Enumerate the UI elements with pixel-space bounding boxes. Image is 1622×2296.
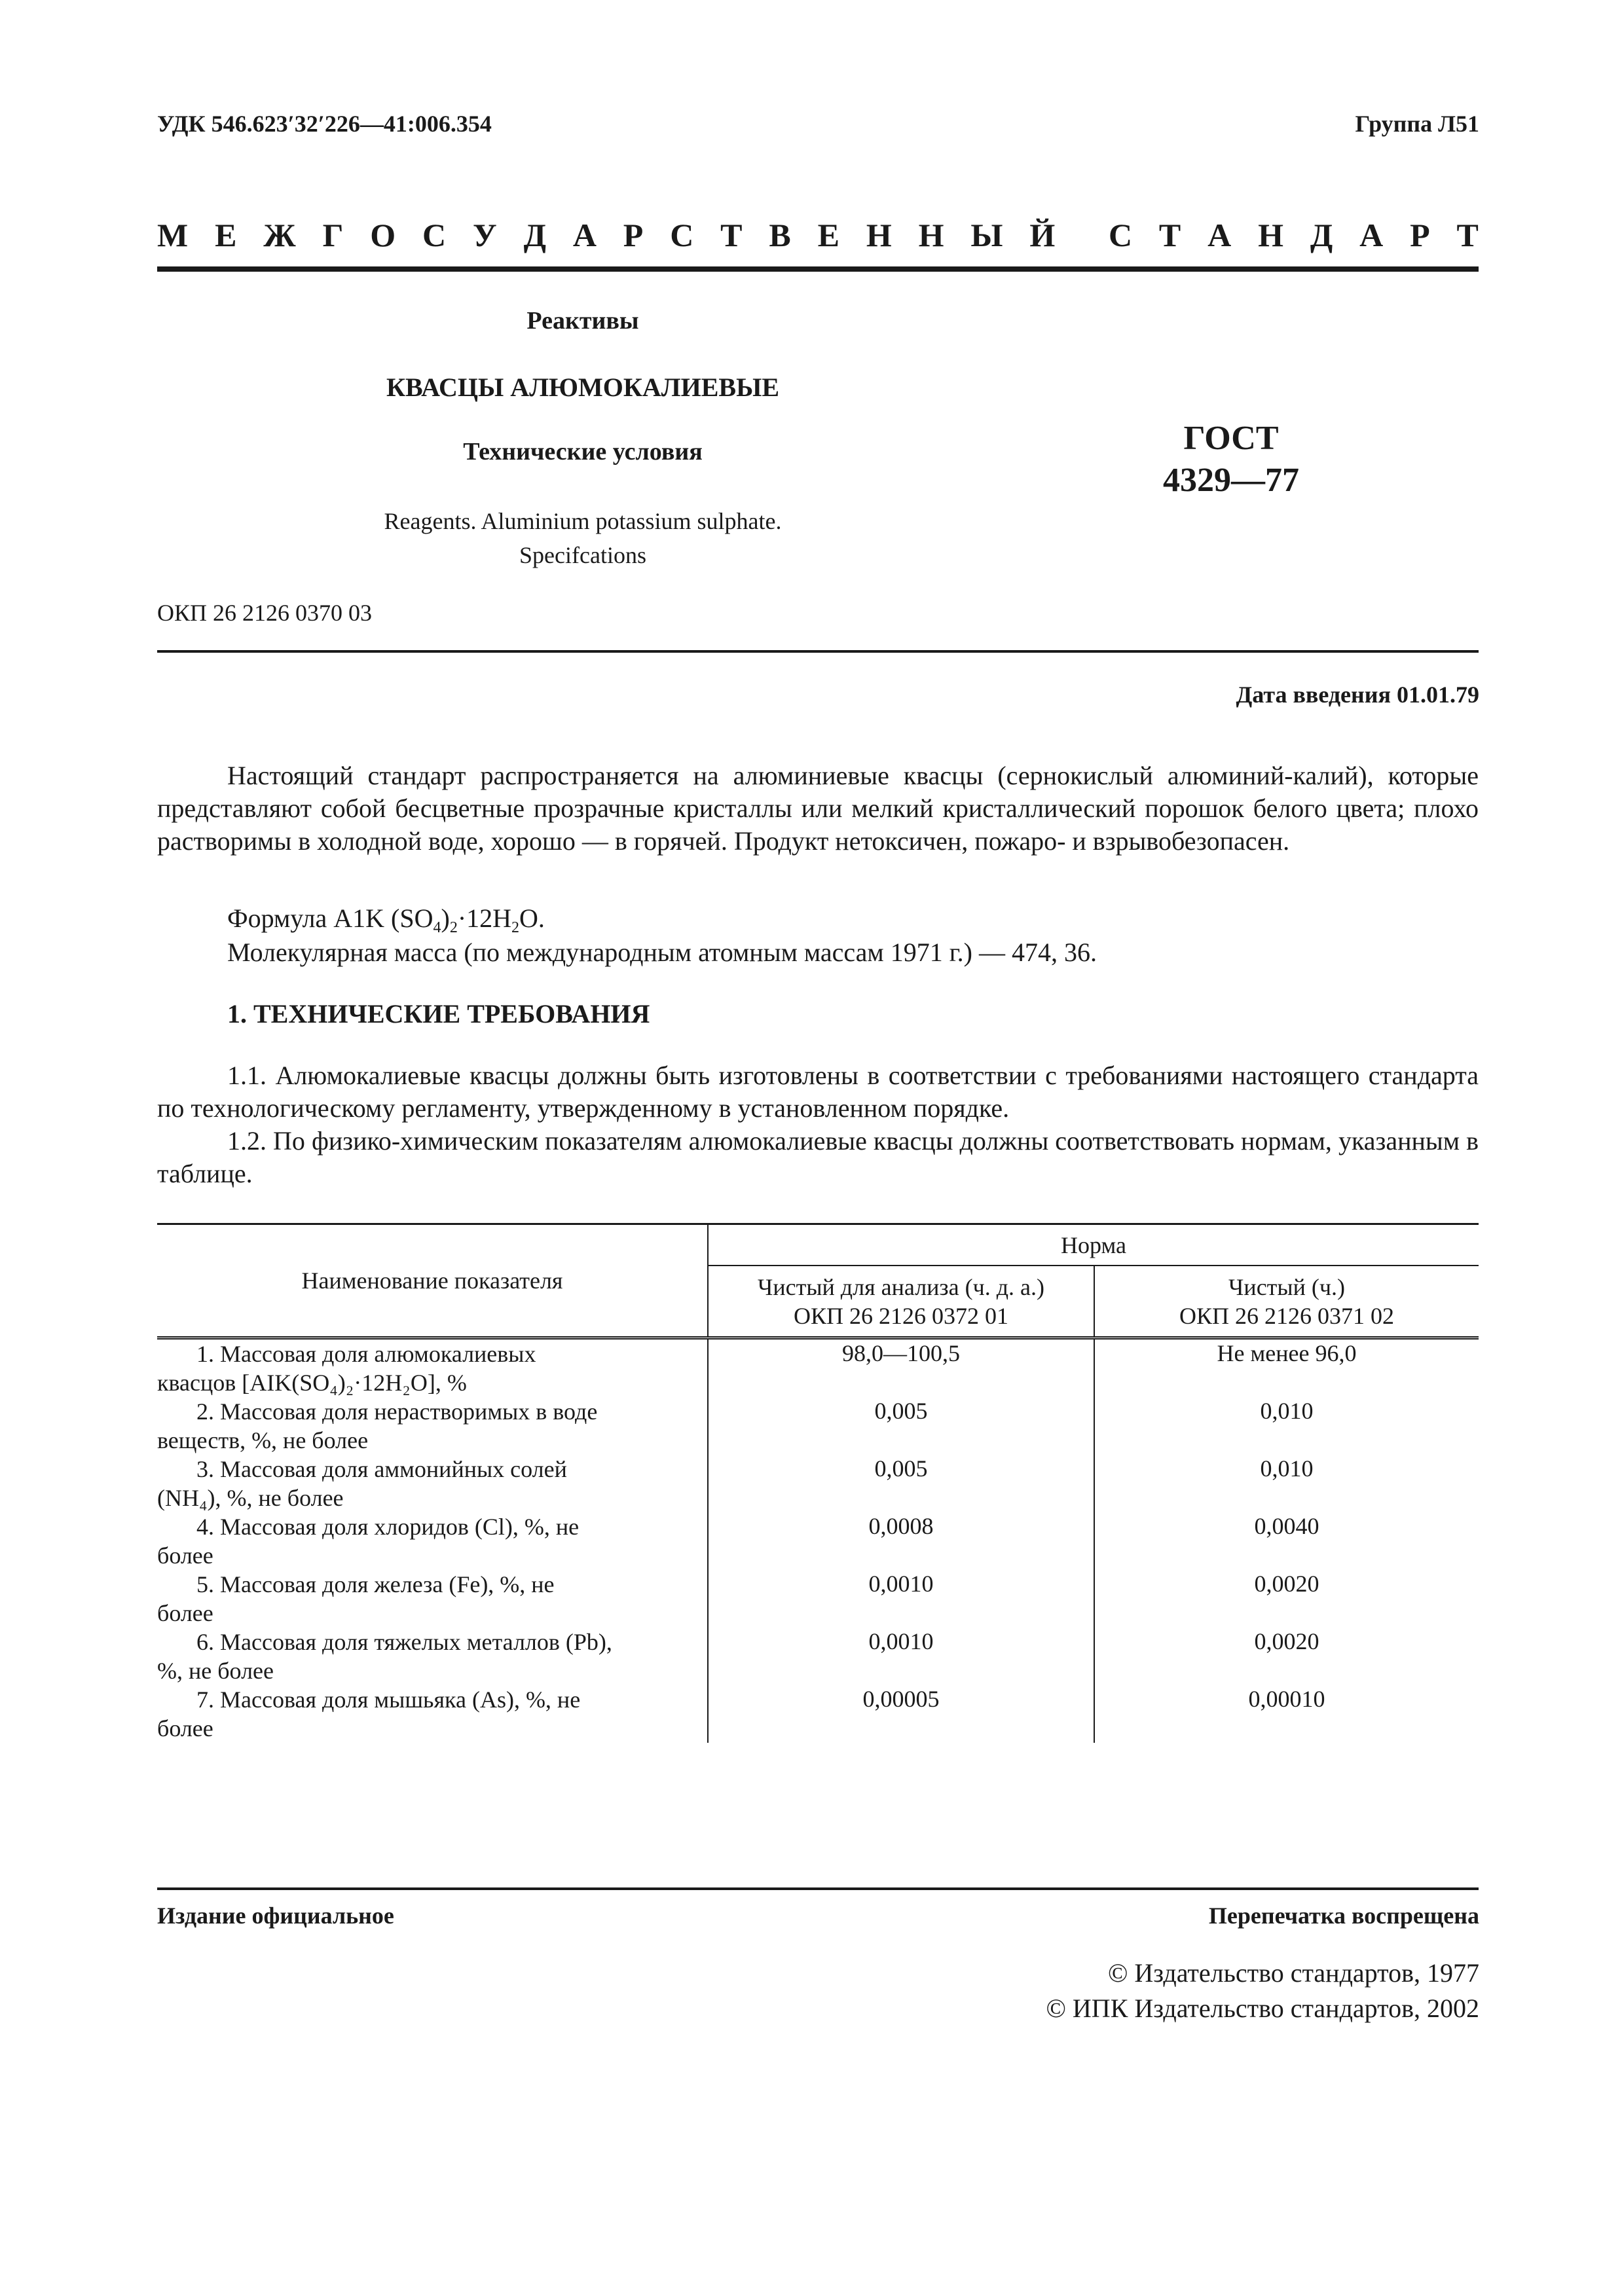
interstate-standard-heading: [157, 216, 1479, 254]
header-norm: Норма: [708, 1224, 1479, 1266]
formula-line: Формула A1K $(SO_4)_2\cdot 12H_2O$.: [227, 903, 545, 936]
heading-letter: С: [422, 217, 447, 253]
indicator-name: 2. Массовая доля нерастворимых в воде веществ, %, не более: [157, 1397, 708, 1455]
table-row: [157, 1628, 1479, 1685]
heading-letter: С: [1108, 217, 1133, 253]
heading-letter: Ж: [263, 217, 296, 253]
value-analytical-grade: 0,0010: [708, 1570, 1094, 1628]
indicator-name: 5. Массовая доля железа (Fe), %, не более: [157, 1570, 708, 1628]
heading-letter: Р: [623, 217, 644, 253]
paragraph-1-2: 1.2. По физико-химическим показателям алюмокалиевые квасцы должны соответствовать нормам, указанным в таблице.: [157, 1126, 1479, 1188]
heading-letter: Ы: [970, 217, 1003, 253]
table-row: [157, 1397, 1479, 1455]
official-edition: Издание официальное: [157, 1903, 394, 1929]
indicator-name: 4. Массовая доля хлоридов (Cl), %, не более: [157, 1512, 708, 1570]
heading-letter: Н: [918, 217, 944, 253]
section-title: 1. ТЕХНИЧЕСКИЕ ТРЕБОВАНИЯ: [227, 999, 650, 1029]
gost-designation: [1087, 418, 1375, 501]
heading-letter: Д: [1310, 217, 1333, 253]
indicator-name: 7. Массовая доля мышьяка (As), %, не более: [157, 1685, 708, 1743]
table-row: [157, 1685, 1479, 1743]
header-indicator-name: Наименование показателя: [157, 1224, 708, 1338]
table-row: [157, 1338, 1479, 1398]
heading-rule: [157, 266, 1479, 272]
document-subtitle: Технические условия: [463, 438, 703, 465]
heading-letter: А: [1359, 217, 1384, 253]
document-title: КВАСЦЫ АЛЮМОКАЛИЕВЫЕ: [386, 373, 780, 402]
heading-letter: У: [473, 217, 497, 253]
indicator-name: 3. Массовая доля аммонийных солей (NH₄), %, не более: [157, 1455, 708, 1512]
gost-label: ГОСТ: [1183, 420, 1279, 457]
heading-letter: В: [769, 217, 791, 253]
indicator-name: 6. Массовая доля тяжелых металлов (Pb), %, не более: [157, 1628, 708, 1685]
heading-letter: Е: [817, 217, 839, 253]
copyright-2002: © ИПК Издательство стандартов, 2002: [1046, 1994, 1479, 2023]
introduction-date: Дата введения 01.01.79: [1236, 682, 1479, 708]
value-analytical-grade: 0,00005: [708, 1685, 1094, 1743]
value-pure-grade: 0,010: [1260, 1455, 1314, 1482]
value-pure-grade: 0,0020: [1254, 1628, 1319, 1654]
norms-table: [157, 1223, 1479, 1743]
indicator-name: 1. Массовая доля алюмокалиевых квасцов [AIK(SO₄)₂·12H₂O], %: [157, 1338, 708, 1398]
value-pure-grade: Не менее 96,0: [1217, 1340, 1357, 1366]
value-pure-grade: 0,0020: [1254, 1571, 1319, 1597]
value-analytical-grade: 98,0—100,5: [708, 1338, 1094, 1398]
header-analytical-grade: Чистый для анализа (ч. д. а.) ОКП 26 2126 0372 01: [708, 1266, 1094, 1338]
table-row: [157, 1512, 1479, 1570]
table-row: [157, 1455, 1479, 1512]
udk-code: УДК 546.623′32′226—41:006.354: [157, 111, 492, 137]
english-title-line2: Specifcations: [519, 542, 646, 568]
heading-letter: А: [572, 217, 597, 253]
heading-letter: С: [670, 217, 694, 253]
intro-paragraph: Настоящий стандарт распространяется на алюминиевые квасцы (сернокислый алюминий-калий), которые представляют собой бесцветные прозрачные кристаллы или мелкий кристаллический порошок белого цвета; плохо растворимы в холодной воде, хорошо — в горячей. Продукт нетоксичен, пожаро- и взрывобезопасен.: [157, 761, 1479, 856]
heading-letter: Т: [720, 217, 743, 253]
value-pure-grade: 0,00010: [1248, 1686, 1325, 1712]
heading-letter: Т: [1456, 217, 1479, 253]
value-pure-grade: 0,010: [1260, 1398, 1314, 1424]
copyright-1977: © Издательство стандартов, 1977: [1107, 1958, 1479, 1988]
heading-letter: Й: [1029, 217, 1056, 253]
heading-letter: Г: [322, 217, 344, 253]
heading-letter: Т: [1158, 217, 1181, 253]
reprint-prohibited: Перепечатка воспрещена: [1208, 1903, 1479, 1929]
value-analytical-grade: 0,0010: [708, 1628, 1094, 1685]
english-title: [157, 504, 1008, 572]
heading-letter: Д: [523, 217, 546, 253]
gost-number: 4329—77: [1163, 462, 1299, 499]
heading-letter: М: [157, 217, 189, 253]
header-pure-grade: Чистый (ч.) ОКП 26 2126 0371 02: [1094, 1266, 1479, 1338]
footer-rule: [157, 1887, 1479, 1890]
value-analytical-grade: 0,005: [708, 1455, 1094, 1512]
english-title-line1: Reagents. Aluminium potassium sulphate.: [384, 508, 782, 534]
value-analytical-grade: 0,0008: [708, 1512, 1094, 1570]
group-code: Группа Л51: [1355, 111, 1479, 137]
heading-letter: О: [370, 217, 396, 253]
heading-letter: Н: [1258, 217, 1284, 253]
heading-letter: Р: [1410, 217, 1430, 253]
reagents-label: Реактивы: [526, 307, 639, 335]
table-row: [157, 1570, 1479, 1628]
title-rule: [157, 650, 1479, 653]
value-analytical-grade: 0,005: [708, 1397, 1094, 1455]
molecular-mass: Молекулярная масса (по международным атомным массам 1971 г.) — 474, 36.: [227, 938, 1097, 967]
value-pure-grade: 0,0040: [1254, 1513, 1319, 1539]
heading-letter: Н: [866, 217, 892, 253]
okp-code: ОКП 26 2126 0370 03: [157, 600, 373, 626]
heading-letter: Е: [215, 217, 237, 253]
paragraph-1-1: 1.1. Алюмокалиевые квасцы должны быть изготовлены в соответствии с требованиями настоящего стандарта по технологическому регламенту, утвержденному в установленном порядке.: [157, 1061, 1479, 1123]
heading-letter: А: [1207, 217, 1232, 253]
